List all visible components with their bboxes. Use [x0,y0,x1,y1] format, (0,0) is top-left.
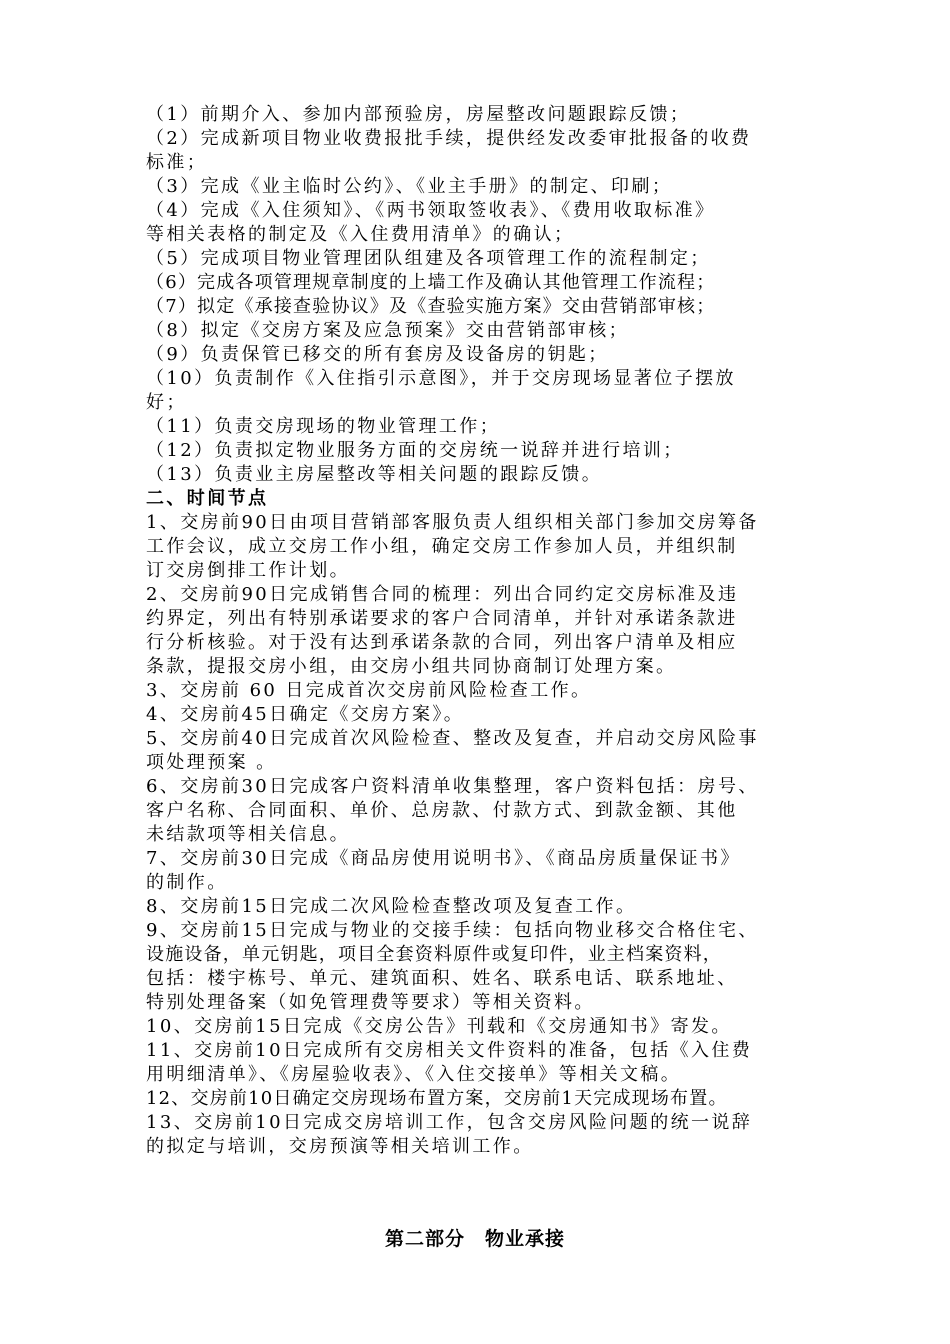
text-line: 设施设备，单元钥匙，项目全套资料原件或复印件，业主档案资料， [146,944,722,965]
text-line: 行分析核验。对于没有达到承诺条款的合同，列出客户清单及相应 [146,632,738,653]
text-line: （4）完成《入住须知》、《两书领取签收表》、《费用收取标准》 [146,200,716,221]
text-line: 工作会议，成立交房工作小组，确定交房工作参加人员，并组织制 [146,536,738,557]
text-line: （13）负责业主房屋整改等相关问题的跟踪反馈。 [146,464,603,485]
text-line: 10、交房前15日完成《交房公告》刊载和《交房通知书》寄发。 [146,1016,732,1037]
text-line: 条款，提报交房小组，由交房小组共同协商制订处理方案。 [146,656,677,677]
text-line: 2、交房前90日完成销售合同的梳理：列出合同约定交房标准及违 [146,584,739,605]
text-line: 好； [146,392,187,413]
text-line: 5、交房前40日完成首次风险检查、整改及复查，并启动交房风险事 [146,728,759,749]
text-line: 4、交房前45日确定《交房方案》。 [146,704,465,725]
text-line: 用明细清单》、《房屋验收表》、《入住交接单》等相关文稿。 [146,1064,682,1085]
text-line: 约界定，列出有特别承诺要求的客户合同清单，并针对承诺条款进 [146,608,738,629]
text-line: 3、交房前 60 日完成首次交房前风险检查工作。 [146,680,592,701]
text-line: （7）拟定《承接查验协议》及《查验实施方案》交由营销部审核； [146,296,716,317]
text-line: 的拟定与培训，交房预演等相关培训工作。 [146,1136,534,1157]
text-line: 1、交房前90日由项目营销部客服负责人组织相关部门参加交房筹备 [146,512,759,533]
text-line: 等相关表格的制定及《入住费用清单》的确认； [146,224,575,245]
text-line: （9）负责保管已移交的所有套房及设备房的钥匙； [146,344,609,365]
text-line: 包括：楼宇栋号、单元、建筑面积、姓名、联系电话、联系地址、 [146,968,738,989]
text-line: （8）拟定《交房方案及应急预案》交由营销部审核； [146,320,630,341]
section-heading: 二、时间节点 [146,488,269,509]
text-line: （11）负责交房现场的物业管理工作； [146,416,501,437]
text-line: （6）完成各项管理规章制度的上墙工作及确认其他管理工作流程； [146,272,716,293]
text-line: 7、交房前30日完成《商品房使用说明书》、《商品房质量保证书》 [146,848,741,869]
text-line: 13、交房前10日完成交房培训工作，包含交房风险问题的统一说辞 [146,1112,753,1133]
text-line: 8、交房前15日完成二次风险检查整改项及复查工作。 [146,896,637,917]
text-line: 12、交房前10日确定交房现场布置方案，交房前1天完成现场布置。 [146,1088,728,1109]
text-line: 的制作。 [146,872,228,893]
text-line: （2）完成新项目物业收费报批手续，提供经发改委审批报备的收费 [146,128,752,149]
text-line: 特别处理备案（如免管理费等要求）等相关资料。 [146,992,595,1013]
text-line: （10）负责制作《入住指引示意图》，并于交房现场显著位子摆放 [146,368,736,389]
part-title: 第二部分 物业承接 [384,1228,565,1250]
text-line: 6、交房前30日完成客户资料清单收集整理，客户资料包括：房号、 [146,776,759,797]
text-line: （3）完成《业主临时公约》、《业主手册》的制定、印刷； [146,176,673,197]
text-line: 订交房倒排工作计划。 [146,560,350,581]
text-line: 客户名称、合同面积、单价、总房款、付款方式、到款金额、其他 [146,800,738,821]
text-line: 未结款项等相关信息。 [146,824,350,845]
text-line: （5）完成项目物业管理团队组建及各项管理工作的流程制定； [146,248,711,269]
text-line: 9、交房前15日完成与物业的交接手续：包括向物业移交合格住宅、 [146,920,759,941]
text-line: （12）负责拟定物业服务方面的交房统一说辞并进行培训； [146,440,684,461]
document-body [146,103,818,1159]
text-line: （1）前期介入、参加内部预验房，房屋整改问题跟踪反馈； [146,104,691,125]
text-line: 标准； [146,152,208,173]
text-line: 项处理预案 。 [146,752,277,773]
text-line: 11、交房前10日完成所有交房相关文件资料的准备，包括《入住费 [146,1040,753,1061]
